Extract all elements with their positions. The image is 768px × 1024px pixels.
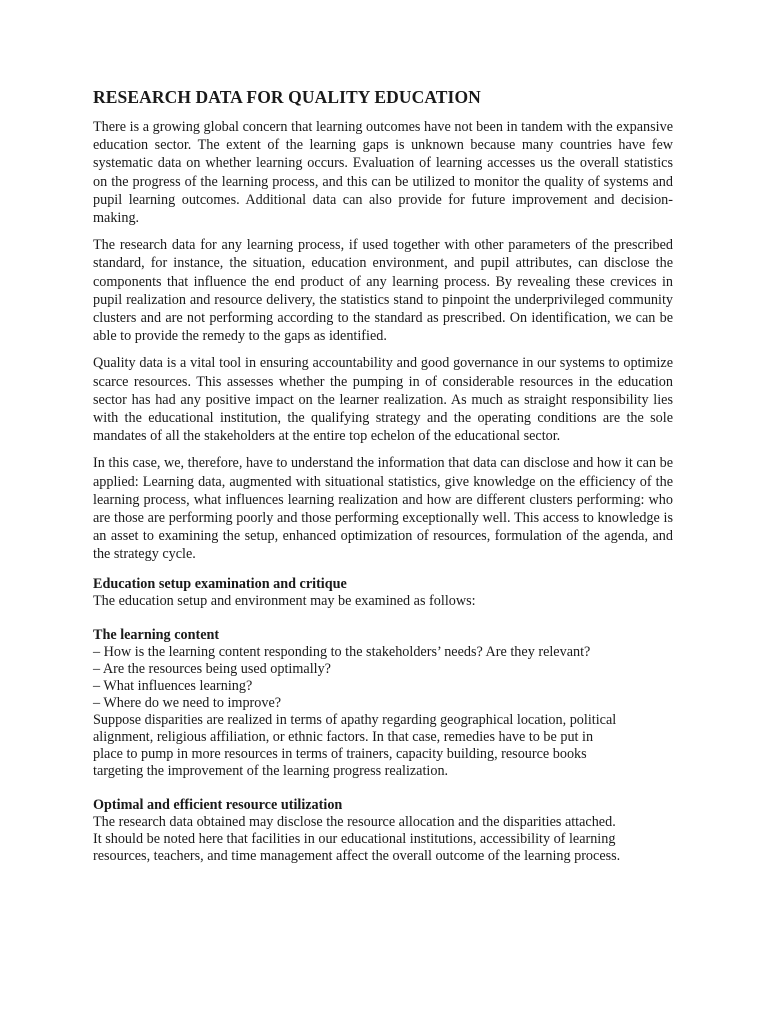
- paragraph-intro: There is a growing global concern that learning outcomes have not been in tandem with the expansive education sector. The extent of the learning gaps is unknown because many countries have few systematic data on whether learning occurs. Evaluation of learning accesses us the overall statistics on the progress of the learning process, and this can be utilized to monitor the quality of systems and pupil learning outcomes. Additional data can also provide for future improvement and decision-making.: [93, 119, 673, 227]
- list-item: – How is the learning content responding to the stakeholders’ needs? Are they relevant?: [93, 643, 591, 660]
- section-heading-resource-utilization: Optimal and efficient resource utilization: [93, 796, 343, 813]
- document-title: RESEARCH DATA FOR QUALITY EDUCATION: [93, 87, 481, 107]
- list-item: – Are the resources being used optimally?: [93, 660, 331, 677]
- text-line: It should be noted here that facilities in our educational institutions, accessibility of learning: [93, 830, 616, 847]
- list-item: – Where do we need to improve?: [93, 694, 282, 711]
- section-heading-setup: Education setup examination and critique: [93, 575, 347, 592]
- paragraph-quality-data: Quality data is a vital tool in ensuring accountability and good governance in our systems to optimize scarce resources. This assesses whether the pumping in of considerable resources in the education sector has had any positive impact on the learner realization. As much as straight responsibility lies with the educational institution, the qualifying strategy and the operating conditions are the sole mandates of all the stakeholders at the entire top echelon of the educational sector.: [93, 355, 673, 445]
- paragraph-understanding: In this case, we, therefore, have to understand the information that data can disclose and how it can be applied: Learning data, augmented with situational statistics, give knowledge on the efficiency of the learning process, what influences learning realization and how are different clusters performing: who are those are performing poorly and those performing exceptionally well. This access to knowledge is an asset to examining the setup, enhanced optimization of resources, formulation of the agenda, and the strategy cycle.: [93, 455, 673, 563]
- text-line: targeting the improvement of the learning progress realization.: [93, 762, 449, 779]
- text-line: place to pump in more resources in terms of trainers, capacity building, resource books: [93, 745, 587, 762]
- list-item: – What influences learning?: [93, 677, 253, 694]
- text-line: resources, teachers, and time management affect the overall outcome of the learning process.: [93, 847, 621, 864]
- text-line: The research data obtained may disclose the resource allocation and the disparities attached.: [93, 813, 616, 830]
- text-line: alignment, religious affiliation, or ethnic factors. In that case, remedies have to be put in: [93, 728, 594, 745]
- paragraph-research-data: The research data for any learning process, if used together with other parameters of the prescribed standard, for instance, the situation, education environment, and pupil attributes, can disclose the components that influence the end product of any learning process. By revealing these crevices in pupil realization and resource delivery, the statistics stand to pinpoint the underprivileged community clusters and are not performing according to the standard as prescribed. On identification, we can be able to provide the remedy to the gaps as identified.: [93, 237, 673, 345]
- text-line: Suppose disparities are realized in terms of apathy regarding geographical location, political: [93, 711, 617, 728]
- section-heading-learning-content: The learning content: [93, 626, 220, 643]
- section-text-setup: The education setup and environment may be examined as follows:: [93, 592, 476, 609]
- document-page: [93, 86, 673, 865]
